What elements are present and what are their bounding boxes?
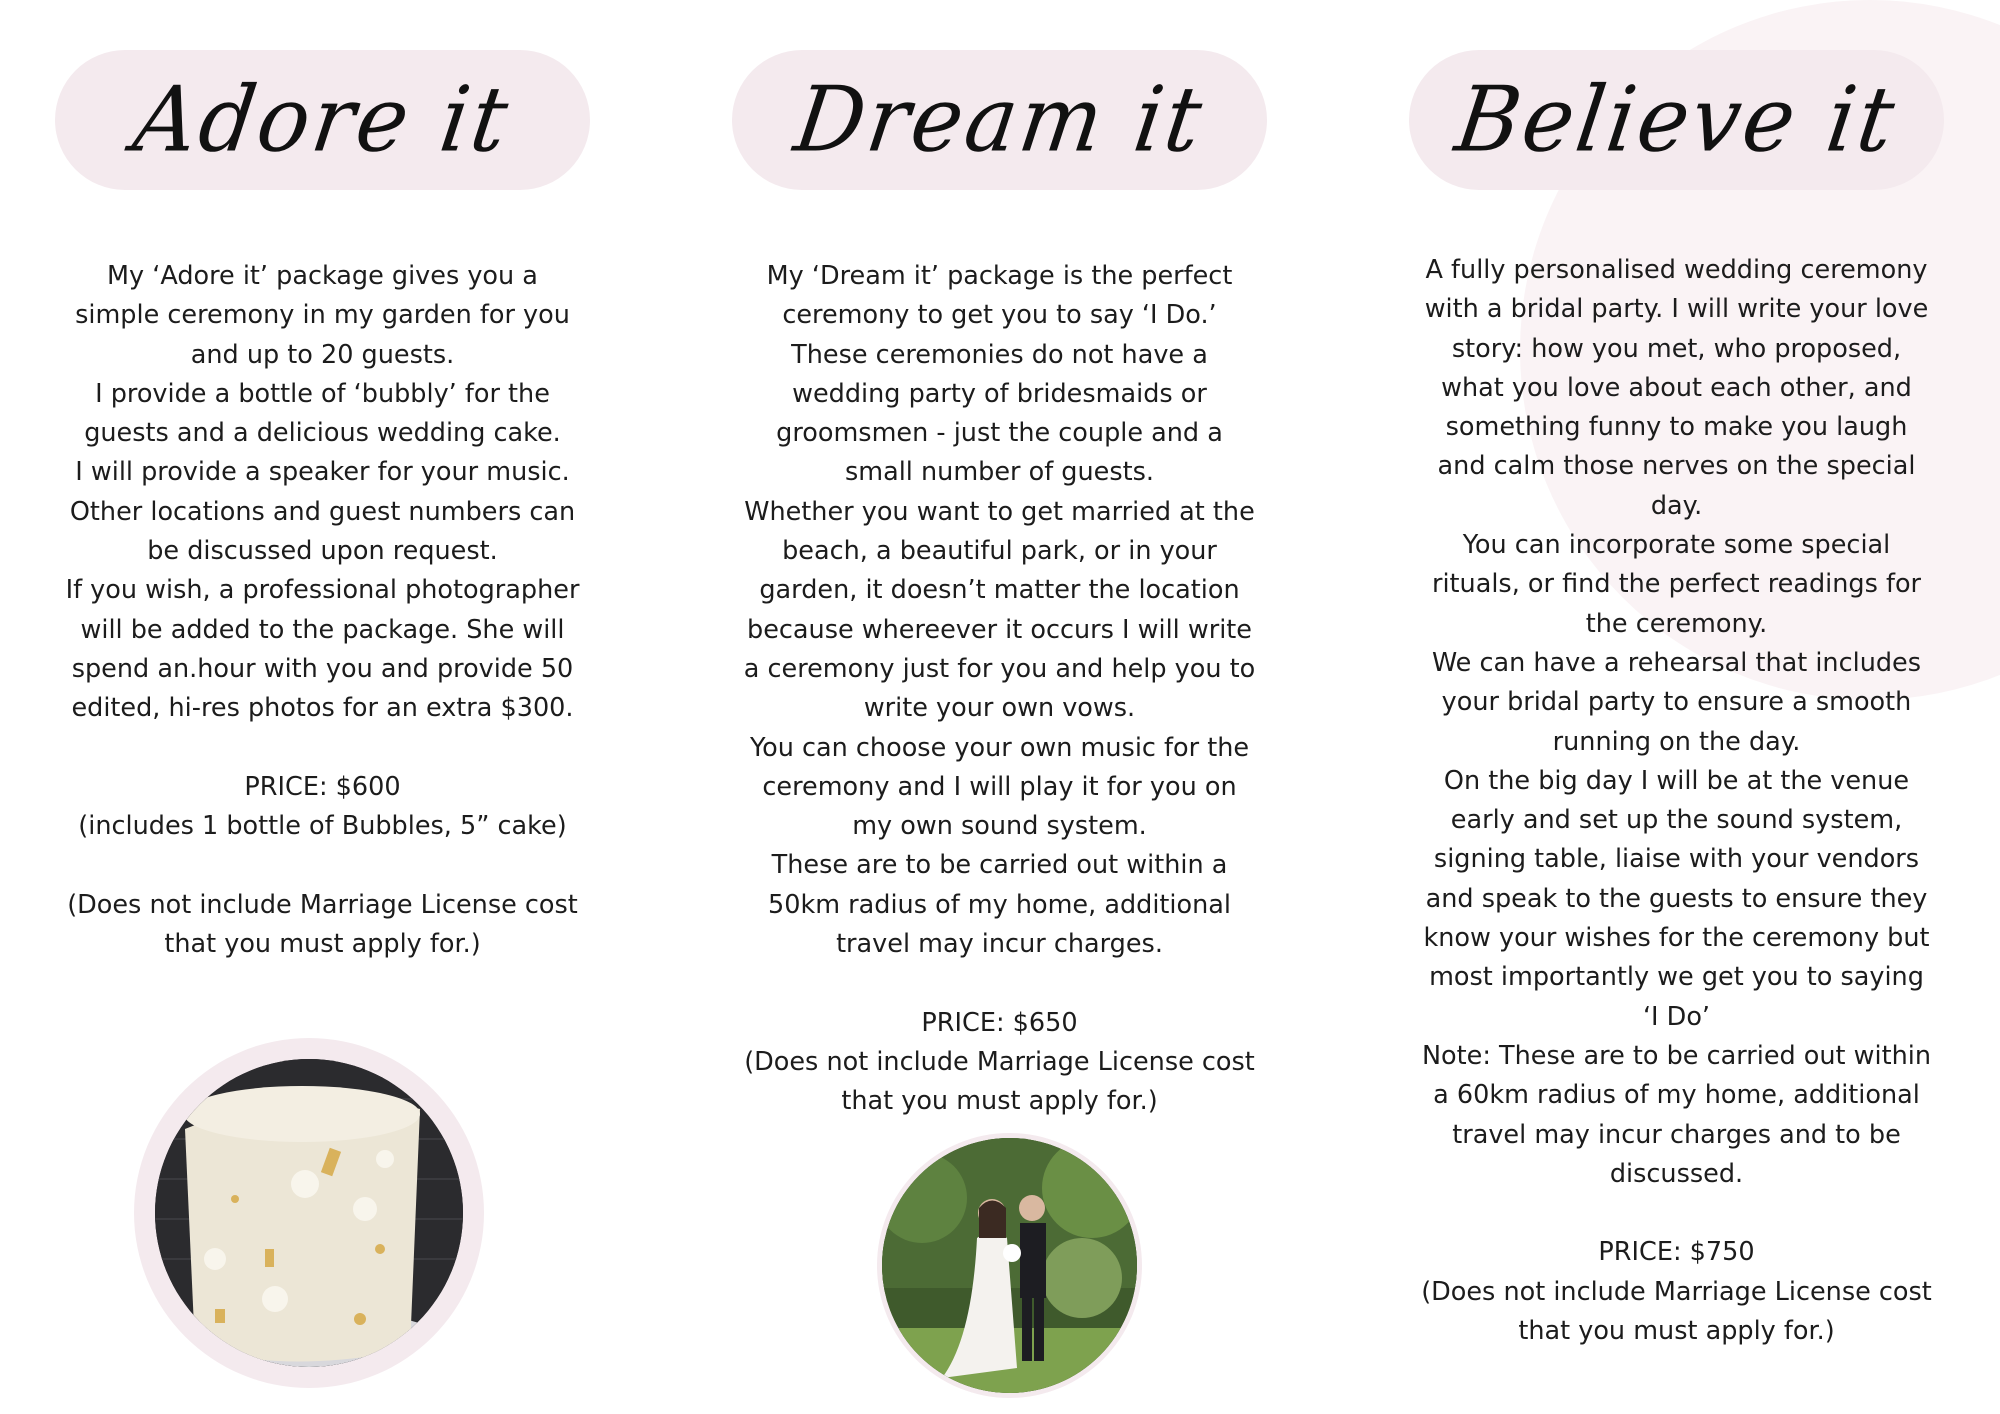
description-paragraph: These ceremonies do not have a wedding party of bridesmaids or groomsmen - just the couple and a small number of guests. [776,339,1223,488]
package-price: PRICE: $600 [244,771,401,802]
license-note: (Does not include Marriage License cost that you must apply for.) [1421,1276,1932,1347]
package-description [742,257,1257,1122]
title-pill [55,50,590,190]
description-paragraph: I provide a bottle of ‘bubbly’ for the guests and a delicious wedding cake. [84,378,561,449]
package-adore [55,0,595,1414]
license-note: (Does not include Marriage License cost that you must apply for.) [744,1046,1255,1117]
description-paragraph: If you wish, a professional photographer will be added to the package. She will spend an.hour with you and provide 50 edited, hi-res photos for an extra $300. [65,575,580,724]
description-paragraph: We can have a rehearsal that includes your bridal party to ensure a smooth running on the day. [1431,647,1922,757]
package-price: PRICE: $750 [1598,1237,1755,1268]
description-paragraph: Whether you want to get married at the beach, a beautiful park, or in your garden, it doesn’t matter the location because whereever it occurs I will write a ceremony just for you and help you to write your own vows. [743,496,1256,724]
package-description [65,257,580,964]
description-paragraph: On the big day I will be at the venue early and set up the sound system, signing table, liaise with your vendors and speak to the guests to ensure they know your wishes for the ceremony but most importantly we get you to saying ‘I Do’ [1423,765,1930,1032]
description-paragraph: Other locations and guest numbers can be discussed upon request. [69,496,576,567]
license-note: (Does not include Marriage License cost that you must apply for.) [67,889,578,960]
description-paragraph: Note: These are to be carried out within a 60km radius of my home, additional travel may incur charges and to be discussed. [1421,1040,1932,1189]
package-believe [1409,0,1949,1414]
package-dream [732,0,1272,1414]
couple-photo [882,1138,1137,1393]
description-paragraph: These are to be carried out within a 50km radius of my home, additional travel may incur charges. [768,850,1231,960]
description-paragraph: You can choose your own music for the ceremony and I will play it for you on my own sound system. [749,732,1250,842]
cake-photo [155,1059,463,1367]
description-paragraph: My ‘Adore it’ package gives you a simple ceremony in my garden for you and up to 20 guests. [75,261,570,370]
description-paragraph: A fully personalised wedding ceremony with a bridal party. I will write your love story: how you met, who proposed, what you love about each other, and something funny to make you laugh and calm those nerves on the special day. [1424,255,1929,521]
package-includes: (includes 1 bottle of Bubbles, 5” cake) [78,811,567,842]
package-title: Dream it [788,67,1211,173]
package-title: Adore it [127,67,518,173]
description-paragraph: I will provide a speaker for your music. [75,457,570,488]
package-description [1419,251,1934,1351]
description-paragraph: You can incorporate some special rituals, or find the perfect readings for the ceremony. [1431,530,1922,639]
package-price: PRICE: $650 [921,1007,1078,1038]
package-title: Believe it [1449,67,1904,173]
title-pill [732,50,1267,190]
description-paragraph: My ‘Dream it’ package is the perfect ceremony to get you to say ‘I Do.’ [766,261,1233,331]
title-pill [1409,50,1944,190]
